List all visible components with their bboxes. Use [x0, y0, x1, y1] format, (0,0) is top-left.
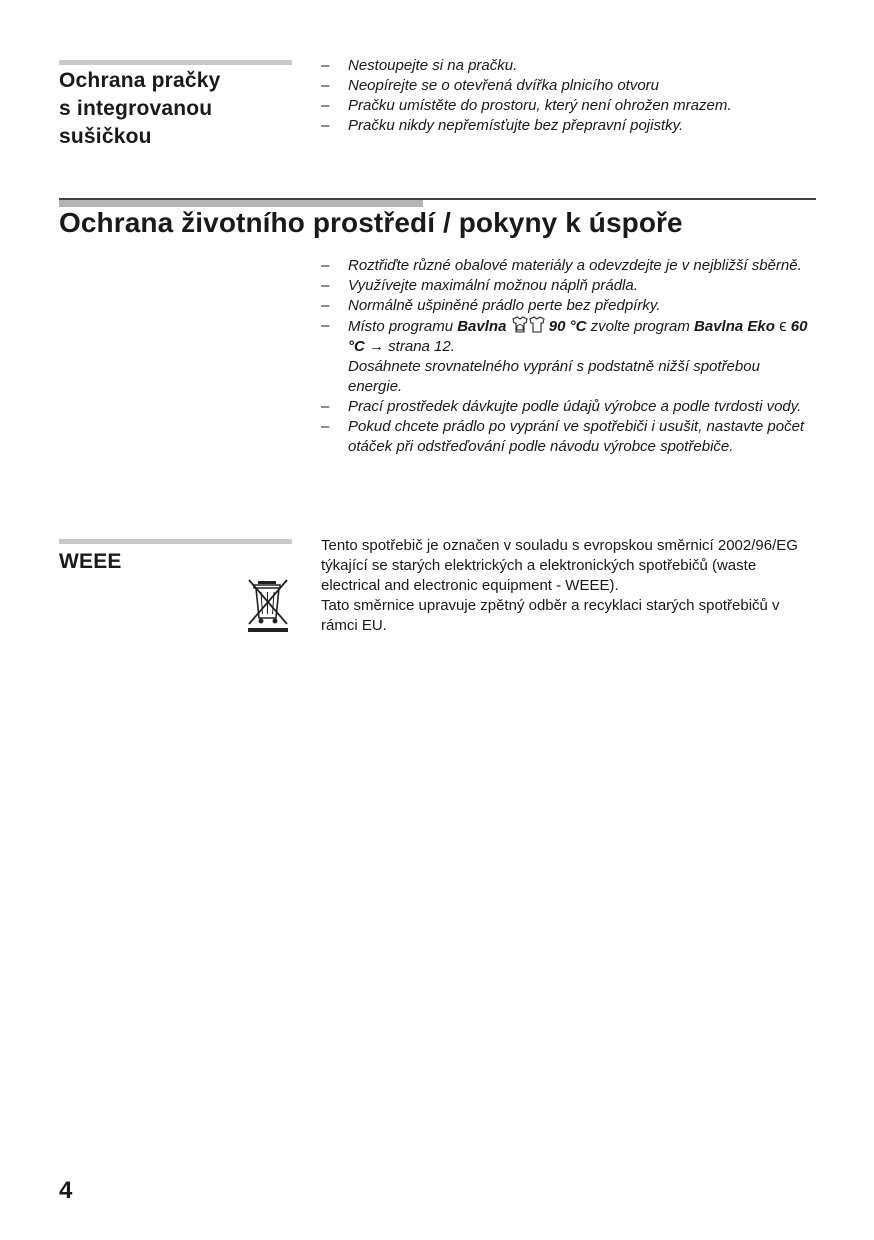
list-item: – Pračku nikdy nepřemísťujte bez přepravní pojistky. [321, 116, 821, 136]
list-item: – Normálně ušpiněné prádlo perte bez předpírky. [321, 296, 816, 316]
program-temp-60: 60 °C [348, 318, 808, 355]
list-item: – Prací prostředek dávkujte podle údajů výrobce a podle tvrdosti vody. [321, 397, 816, 417]
list-item: – Roztřiďte různé obalové materiály a odevzdejte je v nejbližší sběrně. [321, 256, 816, 276]
title-line: s integrovanou [59, 97, 213, 120]
machine-protection-list [321, 56, 821, 136]
page-number: 4 [59, 1177, 73, 1204]
list-item: – Pračku umístěte do prostoru, který není ohrožen mrazem. [321, 96, 821, 116]
program-name-cotton-eco: Bavlna Eko [694, 318, 775, 335]
wash-tub-icon [511, 316, 545, 336]
weee-paragraph-2: Tato směrnice upravuje zpětný odběr a recyklaci starých spotřebičů v rámci EU. [321, 597, 780, 634]
title-line: sušičkou [59, 125, 152, 148]
page-reference: → strana 12. [369, 338, 455, 355]
environment-tips-list [321, 256, 816, 457]
eco-symbol-icon: ϵ [779, 316, 787, 335]
program-middle-text: zvolte program [590, 318, 690, 335]
list-item: – Nestoupejte si na pračku. [321, 56, 821, 76]
list-item: – Využívejte maximální možnou náplň prádla. [321, 276, 816, 296]
list-item: – Pokud chcete prádlo po vyprání ve spotřebiči i usušit, nastavte počet otáček při odstřeďování podle návodu výrobce spotřebiče. [321, 417, 816, 457]
main-heading-rule-accent [59, 200, 423, 207]
list-item: – Neopírejte se o otevřená dvířka plnicího otvoru [321, 76, 821, 96]
section-divider-bar [59, 60, 292, 65]
weee-description [321, 536, 811, 636]
program-temp-90: 90 °C [548, 318, 587, 335]
weee-paragraph-1: Tento spotřebič je označen v souladu s evropskou směrnicí 2002/96/EG týkající se starých elektrických a elektronických spotřebičů (waste electrical and electronic equipment - WEEE). [321, 537, 798, 594]
title-line: Ochrana pračky [59, 69, 221, 92]
page-section-title: Ochrana životního prostředí / pokyny k úspoře [59, 207, 683, 238]
section-title-weee: WEEE [59, 550, 122, 573]
list-item-program [321, 316, 816, 397]
crossed-out-wheelie-bin-icon [246, 578, 290, 634]
program-result-text: Dosáhnete srovnatelného vyprání s podstatně nižší spotřebou energie. [348, 358, 760, 395]
program-prefix: Místo programu [348, 318, 454, 335]
section-divider-bar [59, 539, 292, 544]
program-name-cotton: Bavlna [457, 318, 507, 335]
section-title-machine-protection [59, 67, 299, 151]
